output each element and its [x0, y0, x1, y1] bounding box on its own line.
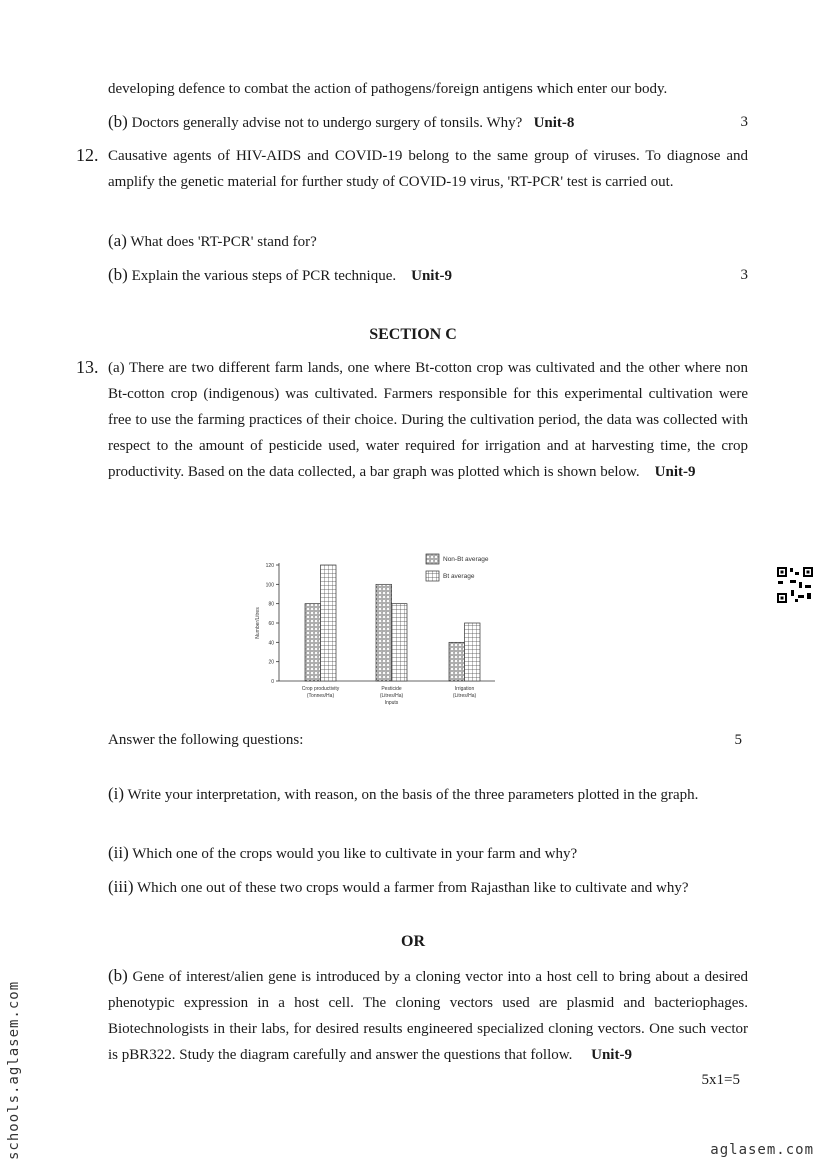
- question-text: (a) There are two different farm lands, one where Bt-cotton crop was cultivated and the other where non Bt-cotton crop (indigenous) was cultivated. Farmers responsible for this experimental cultivation were free to use the farming practices of their choice. During the cultivation period, the data was collected with respect to the amount of pesticide used, water required for irrigation and at harvesting time, the crop productivity. Based on the data collected, a bar graph was plotted which is shown below.: [108, 360, 748, 480]
- bar-bt: [465, 623, 481, 681]
- y-tick-label: 60: [268, 621, 274, 627]
- question-text: Which one out of these two crops would a farmer from Rajasthan like to cultivate and why?: [136, 880, 689, 896]
- bar-non-bt: [449, 642, 465, 681]
- legend-swatch: [426, 554, 439, 564]
- question-13b: [108, 963, 748, 1068]
- x-tick-label: Pesticide: [381, 686, 402, 692]
- x-tick-label: Irrigation: [454, 686, 475, 692]
- question-text: Explain the various steps of PCR technique.: [131, 268, 397, 284]
- label: (b): [108, 265, 128, 284]
- question-ii: [108, 840, 748, 867]
- or-divider: OR: [401, 933, 425, 950]
- question-text: Gene of interest/alien gene is introduced by a cloning vector into a host cell to bring about a desired phenotypic expression in a host cell. The cloning vectors used are plasmid and bacteriophages. Biotechnologists in their labs, for desired results engineered specialized cloning vectors. One such vector is pBR322. Study the diagram carefully and answer the questions that follow.: [108, 969, 749, 1063]
- x-tick-label: (Tonnes/Ha): [306, 693, 335, 699]
- section-heading: SECTION C: [369, 326, 457, 343]
- label: (iii): [108, 877, 134, 896]
- marks: 3: [740, 114, 748, 130]
- y-tick-label: 120: [265, 563, 274, 569]
- bar-bt: [392, 604, 408, 681]
- marks: 5: [734, 732, 742, 748]
- legend-label: Non-Bt average: [443, 556, 489, 563]
- bar-non-bt: [305, 604, 321, 681]
- question-12: Causative agents of HIV-AIDS and COVID-19 belong to the same group of viruses. To diagnose and amplify the genetic material for further study of COVID-19 virus, 'RT-PCR' test is carried out.: [108, 148, 748, 190]
- question-number: 13.: [76, 357, 99, 377]
- legend-swatch: [426, 571, 439, 581]
- x-axis-label: Inputs: [384, 700, 399, 706]
- question-i: [108, 781, 748, 808]
- legend-label: Bt average: [443, 573, 475, 580]
- label: (a): [108, 231, 127, 250]
- label: (ii): [108, 843, 129, 862]
- bar-chart: [240, 545, 520, 715]
- y-tick-label: 0: [271, 679, 274, 685]
- question-iii: [108, 874, 748, 901]
- qr-code: [776, 566, 814, 604]
- bar-non-bt: [376, 584, 392, 681]
- question-number: 12.: [76, 145, 99, 165]
- label: (b): [108, 112, 128, 131]
- x-tick-label: (Litres/Ha): [452, 693, 477, 699]
- text-line: developing defence to combat the action of pathogens/foreign antigens which enter our body.: [108, 81, 668, 97]
- unit: Unit-8: [533, 115, 575, 131]
- unit: Unit-9: [654, 464, 696, 480]
- question-text: What does 'RT-PCR' stand for?: [130, 234, 317, 250]
- label: (i): [108, 784, 125, 803]
- marks: 3: [740, 267, 748, 283]
- question-12b: [108, 262, 748, 289]
- bottom-watermark: aglasem.com: [710, 1142, 814, 1158]
- x-tick-label: (Litres/Ha): [379, 693, 404, 699]
- side-watermark: schools.aglasem.com: [6, 980, 22, 1160]
- y-axis-label: Number/Litres: [255, 607, 261, 639]
- y-tick-label: 80: [268, 601, 274, 608]
- unit: Unit-9: [591, 1047, 632, 1063]
- answer-instruction: Answer the following questions:: [108, 732, 304, 748]
- y-tick-label: 20: [268, 659, 274, 666]
- question-text: Write your interpretation, with reason, on the basis of the three parameters plotted in the graph.: [127, 787, 699, 803]
- x-tick-label: Crop productivity: [301, 686, 340, 692]
- marks: 5x1=5: [701, 1072, 740, 1088]
- bar-bt: [321, 565, 337, 681]
- unit: Unit-9: [411, 268, 452, 284]
- y-tick-label: 40: [268, 640, 274, 647]
- question-text: Doctors generally advise not to undergo surgery of tonsils. Why?: [131, 115, 523, 131]
- question-13a: [108, 355, 748, 485]
- question-11b: [108, 109, 748, 136]
- label: (b): [108, 966, 128, 985]
- y-tick-label: 100: [265, 582, 274, 589]
- question-text: Which one of the crops would you like to cultivate in your farm and why?: [132, 846, 578, 862]
- question-12a: [108, 228, 748, 255]
